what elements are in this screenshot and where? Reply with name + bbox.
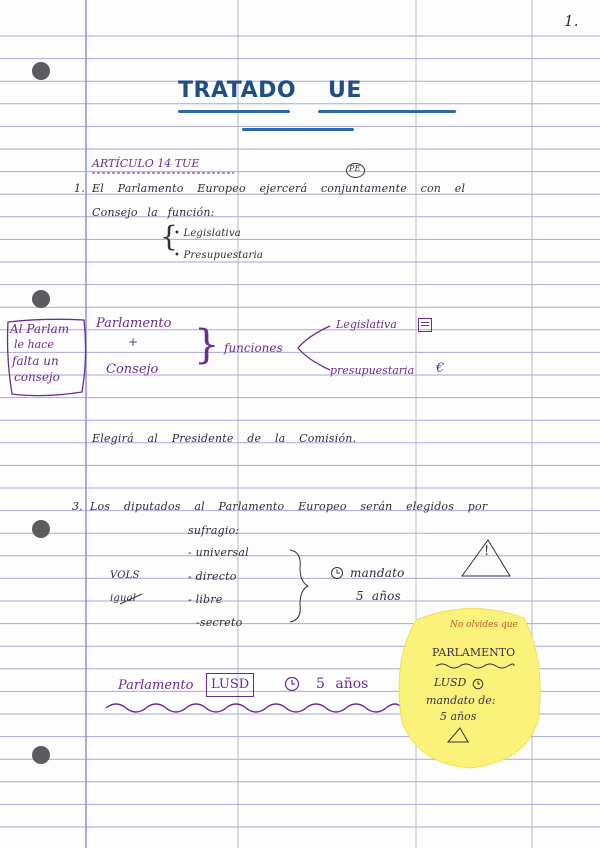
- diagram-branch: [294, 322, 334, 374]
- warning-mark: !: [484, 544, 490, 559]
- point1-line2: Consejo la función:: [92, 206, 215, 219]
- point-number: 3.: [72, 500, 83, 513]
- article-heading: ARTÍCULO 14 TUE: [92, 157, 200, 170]
- list-item: - directo: [188, 570, 237, 583]
- punch-hole: [32, 62, 50, 80]
- title-underline: [242, 128, 354, 131]
- bottom-years: 5 años: [316, 676, 369, 692]
- point-number: 1.: [74, 182, 85, 195]
- diagram-funciones: funciones: [224, 341, 283, 355]
- diagram-plus: +: [128, 335, 139, 349]
- document-icon: [418, 318, 432, 332]
- mandato-label: mandato: [350, 566, 405, 580]
- sticky-line: 5 años: [440, 710, 477, 723]
- diagram-brace: }: [194, 322, 220, 368]
- clock-icon: [284, 676, 300, 692]
- sticky-line: LUSD: [434, 676, 467, 689]
- side-note-line: Al Parlam: [10, 322, 70, 336]
- point1-line1: El Parlamento Europeo ejercerá conjuntamente con el: [92, 182, 466, 195]
- punch-hole: [32, 746, 50, 764]
- left-note: igual: [110, 593, 137, 604]
- side-note-line: falta un: [12, 354, 59, 368]
- point3-line1: Los diputados al Parlamento Europeo serán elegidos por: [90, 500, 488, 513]
- side-note-line: consejo: [14, 370, 60, 384]
- lusd-text: LUSD: [211, 677, 250, 692]
- diagram-legislativa: Legislativa: [336, 318, 397, 331]
- bottom-parlamento: Parlamento: [118, 678, 194, 693]
- sticky-note: [396, 602, 544, 770]
- list-item: • Legislativa: [174, 228, 241, 239]
- lusd-box: [206, 673, 254, 697]
- sticky-wavy-line: [434, 662, 516, 670]
- punch-hole: [32, 520, 50, 538]
- sufragio-label: sufragio:: [188, 524, 240, 537]
- diagram-consejo: Consejo: [106, 362, 159, 377]
- clock-icon: [330, 566, 344, 580]
- euro-icon: €: [436, 361, 445, 376]
- page-title-word2: UE: [328, 78, 362, 103]
- list-item: - universal: [188, 546, 249, 559]
- sticky-title: PARLAMENTO: [432, 646, 516, 659]
- article-underline: [92, 170, 234, 176]
- page-title-word1: TRATADO: [178, 78, 297, 103]
- page-number: 1.: [564, 12, 579, 30]
- clock-icon: [472, 678, 484, 690]
- point2-line: Elegirá al Presidente de la Comisión.: [92, 432, 357, 445]
- list-item: -secreto: [196, 616, 243, 629]
- sticky-header: No olvides que: [450, 620, 518, 630]
- diagram-parlamento: Parlamento: [96, 316, 172, 331]
- right-brace: [286, 548, 312, 624]
- side-note-line: le hace: [14, 338, 54, 351]
- wavy-underline: [104, 698, 404, 716]
- mandato-years: 5 años: [356, 589, 401, 603]
- left-note: VOLS: [110, 570, 140, 581]
- title-underline: [318, 110, 456, 113]
- diagram-presupuestaria: presupuestaria: [330, 364, 415, 377]
- scribble-mark: [118, 592, 144, 606]
- punch-hole: [32, 290, 50, 308]
- pe-mark-text: PE: [349, 164, 361, 173]
- list-item: - libre: [188, 593, 223, 606]
- list-item: • Presupuestaria: [174, 250, 264, 261]
- sticky-line: mandato de:: [426, 694, 496, 707]
- brace: {: [160, 220, 179, 253]
- warning-icon: [444, 726, 472, 746]
- pe-circle-mark: [346, 163, 365, 178]
- title-underline: [178, 110, 290, 113]
